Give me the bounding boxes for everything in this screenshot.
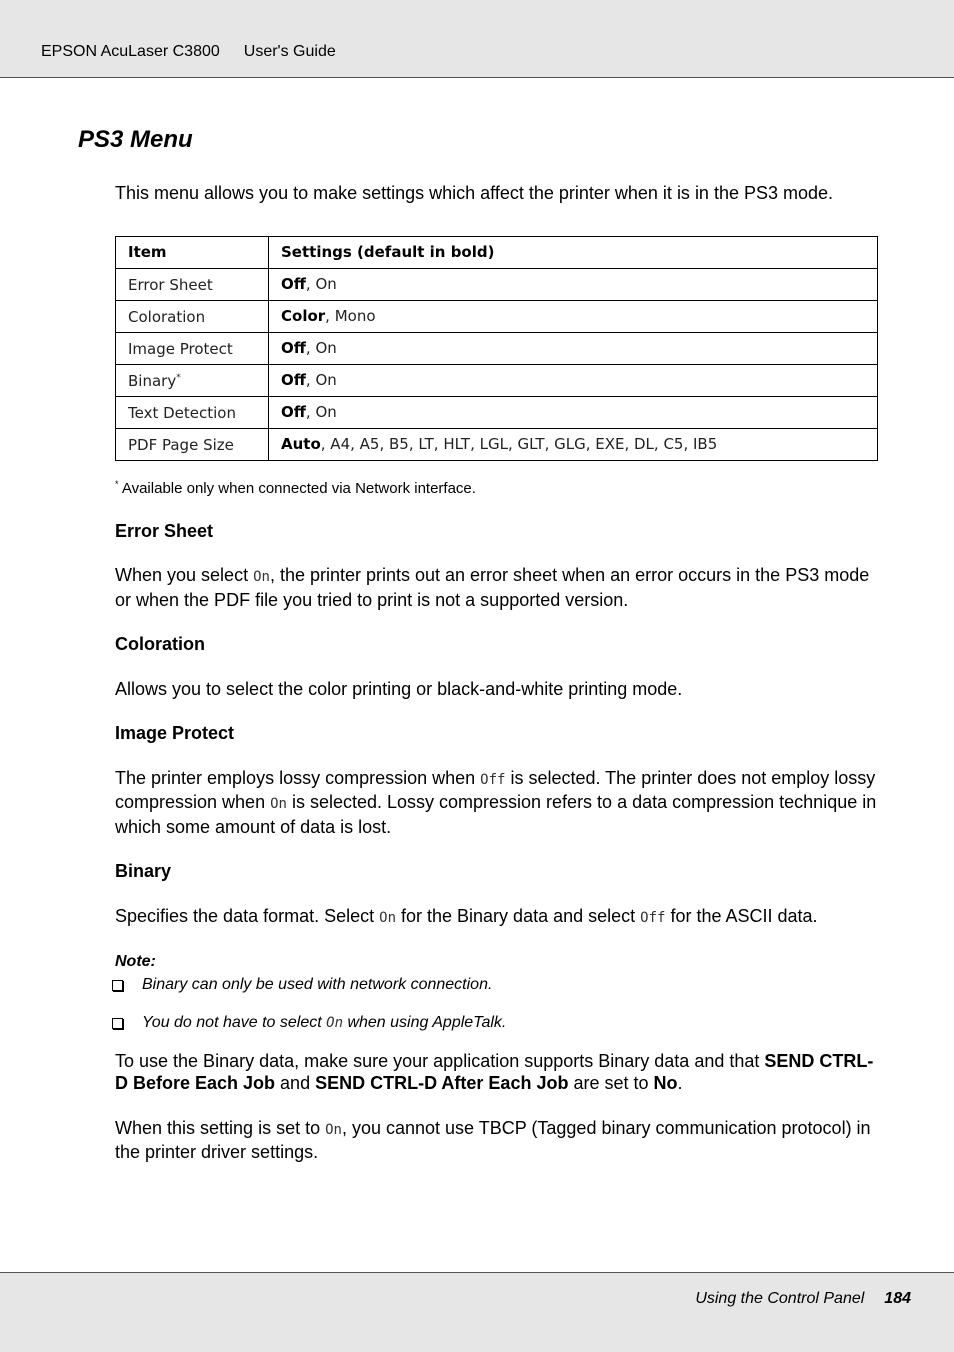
row-default: Auto: [281, 434, 321, 453]
table-row: [116, 268, 878, 300]
row-default: Off: [281, 338, 306, 357]
heading-binary: Binary: [115, 861, 172, 881]
row-options: , A4, A5, B5, LT, HLT, LGL, GLT, GLG, EXE, DL, C5, IB5: [320, 434, 718, 453]
text-run: When this setting is set to: [115, 1117, 326, 1138]
code-value: Off: [480, 771, 506, 788]
row-settings: [269, 428, 878, 460]
text-run: are set to: [568, 1073, 654, 1093]
coloration-paragraph: Allows you to select the color printing or black-and-white printing mode.: [115, 678, 683, 699]
header-text: [41, 43, 336, 61]
code-value: On: [326, 1014, 343, 1031]
text-run: and: [275, 1073, 316, 1093]
row-default: Color: [281, 306, 326, 325]
row-item: [116, 268, 269, 300]
image-protect-paragraph: [115, 767, 880, 839]
row-item-label: Binary: [128, 372, 177, 391]
heading-image-protect: Image Protect: [115, 723, 235, 743]
text-run: , you cannot use TBCP (Tagged binary communication protocol) in the printer driver settings.: [115, 1117, 871, 1162]
text-run: for the ASCII data.: [665, 905, 818, 926]
code-value: On: [379, 909, 396, 926]
settings-table: [115, 236, 878, 461]
page-number: 184: [884, 1290, 911, 1307]
setting-name: SEND CTRL-D Before Each Job: [115, 1050, 874, 1093]
setting-name: SEND CTRL-D After Each Job: [315, 1073, 569, 1093]
row-settings: [269, 300, 878, 332]
note-list: [115, 974, 880, 1034]
table-row: [116, 300, 878, 332]
text-run: , the printer prints out an error sheet when an error occurs in the PS3 mode or when the PDF file you tried to print is not a supported version.: [115, 565, 870, 610]
row-default: Off: [281, 402, 306, 421]
row-options: , On: [305, 370, 337, 389]
code-value: On: [253, 569, 270, 585]
code-value: Off: [640, 909, 666, 926]
footnote-mark: *: [115, 478, 119, 489]
row-item-label: Error Sheet: [128, 276, 213, 295]
footer-text: [695, 1290, 911, 1308]
row-options: , On: [305, 274, 337, 293]
text-run: for the Binary data and select: [396, 905, 641, 926]
row-settings: [269, 396, 878, 428]
row-item-label: Image Protect: [128, 340, 233, 359]
column-header-item: Item: [116, 236, 269, 268]
tbcp-paragraph: [115, 1117, 880, 1164]
error-sheet-paragraph: [115, 564, 880, 611]
row-options: , Mono: [325, 306, 376, 325]
note-item: [112, 974, 880, 996]
row-item-label: PDF Page Size: [128, 436, 234, 455]
footnote-text: Available only when connected via Network interface.: [118, 479, 476, 497]
row-item: [116, 364, 269, 396]
row-item: [116, 396, 269, 428]
table-header-row: [116, 236, 878, 268]
row-item-label: Coloration: [128, 308, 206, 327]
heading-coloration: Coloration: [115, 634, 205, 654]
checkbox-bullet-icon: [112, 1018, 123, 1029]
table-row: [116, 364, 878, 396]
note-text: when using AppleTalk.: [343, 1013, 507, 1031]
footer-section-title: Using the Control Panel: [695, 1290, 865, 1307]
page-title: PS3 Menu: [78, 126, 193, 153]
row-item: [116, 300, 269, 332]
row-default: Off: [281, 274, 306, 293]
row-item: [116, 332, 269, 364]
row-default: Off: [281, 370, 306, 389]
row-item-sup: *: [176, 373, 181, 384]
text-run: .: [677, 1073, 683, 1093]
table-row: [116, 428, 878, 460]
header-product: EPSON AcuLaser C3800: [41, 43, 220, 60]
row-options: , On: [305, 338, 337, 357]
row-options: , On: [305, 402, 337, 421]
setting-value: No: [653, 1073, 678, 1093]
row-item: [116, 428, 269, 460]
table-footnote: [115, 475, 880, 498]
main-content: [115, 182, 880, 1164]
binary-requirements-paragraph: [115, 1050, 880, 1095]
table-row: [116, 332, 878, 364]
note-text: Binary can only be used with network connection.: [142, 975, 493, 993]
text-run: The printer employs lossy compression when: [115, 767, 481, 788]
table-row: [116, 396, 878, 428]
page-header: [0, 0, 954, 78]
text-run: is selected. The printer does not employ lossy compression when: [115, 767, 876, 812]
note-text: You do not have to select: [142, 1013, 327, 1031]
binary-paragraph: [115, 905, 880, 930]
code-value: On: [270, 796, 287, 812]
header-guide: User's Guide: [243, 43, 336, 60]
text-run: is selected. Lossy compression refers to a data compression technique in which some amount of data is lost.: [115, 792, 877, 837]
code-value: On: [325, 1121, 342, 1138]
intro-paragraph: This menu allows you to make settings which affect the printer when it is in the PS3 mode.: [115, 183, 834, 203]
row-settings: [269, 364, 878, 396]
page-footer: [0, 1272, 954, 1352]
note-item: [112, 1012, 880, 1034]
text-run: When you select: [115, 565, 254, 585]
column-header-settings: Settings (default in bold): [269, 236, 878, 268]
note-label: Note:: [115, 953, 156, 970]
heading-error-sheet: Error Sheet: [115, 520, 214, 541]
row-settings: [269, 268, 878, 300]
text-run: Specifies the data format. Select: [115, 905, 380, 926]
row-item-label: Text Detection: [128, 404, 236, 423]
checkbox-bullet-icon: [112, 980, 123, 991]
text-run: To use the Binary data, make sure your application supports Binary data and that: [115, 1050, 765, 1071]
row-settings: [269, 332, 878, 364]
